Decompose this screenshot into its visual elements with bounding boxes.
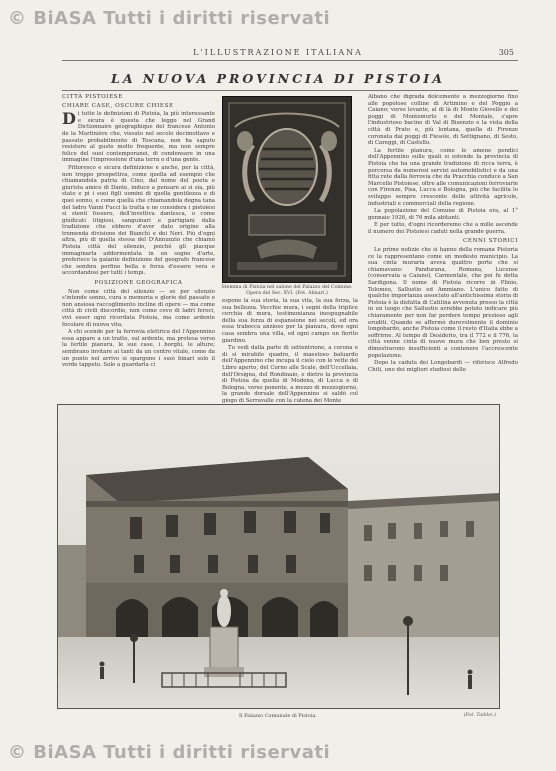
drop-cap: D	[62, 109, 76, 129]
paragraph: espone la sua storia, la sua vita, la sua forza, la sua bellezza. Vecchie mura, i segni della triplice cerchia di mura, testimonianza inespugnabile della sua forza di espansione nei secoli, ed ora essa trabocca anzioso per la pianura, dove ogni casa sembra una villa, ed ogni campo un fiorito giardino.	[222, 298, 358, 344]
paragraph: Tu vedi dalla parte di settentrione, a corona e di si mirabile quadro, il maestoso baluardo dell'Appennino che incupa il cielo con le vette del Libro aperto, del Corno alle Scale, dell'Uccellaia, dell'Orsigna, del Rondinaio, e dietro la provincia di Pistoia da quella di Modena, di Lucca e di Bologna, verso ponente, a mezzo di mezzogiorno, la grande dorsale dell'Appennino si saldò col giogo di Serravalle con la catena dei Monte	[222, 345, 358, 404]
section-subheading: CHIARE CASE, OSCURE CHIESE	[62, 102, 174, 109]
section-heading: CENNI STORICI	[463, 238, 518, 245]
paragraph: Le prime notizie che si hanno della romana Pistoria ce la rappresentano come un modesto municipio. La sua cinta muraria aveva quattro porte che si chiamavano: Pandurana, Romana, Lucense (conservata a Caiano), Carmentale, che poi fu detta Sardigona. Il nome di Pistoia ricorre in Plinio, Tolomeo, Sallustio ed Ammiano. L'unico fatto di qualche importanza associato all'antichissima storia di Pistoia è la disfatta di Catilina avvenuta presso la città in un luogo che Sallustio avrebbe potuto indicare più chiaramente per non far perdere tempo prezioso agli eruditi. Quando se affermò durevolmente il dominio longobardo, anche Pistoia come il resto d'Italia ebbe a soffrirne. Al tempo di Desiderio, tra il 772 e il 776, la città venne cinta di nuove mura che ben presto si dimostrarono insufficienti a contenere l'accrescente popolazione.	[368, 247, 518, 359]
paragraph: A chi scende per la ferrovia elettrica del l'Appennino essa appare a un tratto, sul ardente, ma protesa verso la fertile pianura, le sue case, i borghi, le alture; sembrano invitare ai tanti da un centro vitale, come da un punto nel arrivo si spargono i suoi binari solo il verde tappeto. Solo a guardarla ci	[62, 329, 215, 369]
palazzo-comunale-illustration	[58, 405, 499, 708]
section-heading: CITTÀ PISTOIESE	[62, 94, 123, 100]
paragraph: Pittoresco e sicura definizione e anche, per la città, non troppo prospettiva, come quella ad esempio che chiamandola patria di Cino, dal nome del poeta e giurista amico di Dante, induce a pensare ai si sia, più stato e pi i suoi figli uomini di quella gentilezza e di quei sonno, e come quella che chiamandola degna tana del ladro Vanni Fucci la tratta e ne considera i pistoiesi sì stenti fossero, dell'invettiva dantesca, o come giudicati litigiosi, sanguinari e partigiani dalla tradizione che ebbero d'aver dato origine alla tremenda divisione dei Bianchi e dei Neri. Più d'ogni altra, più di quella stessa del D'Annunzio che chiamò Pistoia città del silenzio, poiché gli piacque immaginarla addormentata in un sogno d'arte, preferisco la galante definizione del geografo francese che sembra perfino bella e forza d'essere vera e accordandosi per tutti i tempi.	[62, 164, 215, 277]
paragraph-text: i tutte le definizioni di Pistoia, la più interessante e sicura è questa che leggo nel Grand Dictionnaire géographique del francese Antonio de la Martinière che, vissuto nel secolo decimottavo e passato probabilmente di Toscana, non ha saputo resistere al gusto molto frequente, ma non sempre felice del suoi contemporanei, di condensare in una immagine l'impressione d'una terra o d'una gente.	[62, 111, 215, 164]
paragraph: E per tutto, d'ogni ricorderemo che a mille ascende il numero dei Pistoiesi caduti nella grande guerra.	[368, 222, 518, 235]
title-rule	[62, 90, 518, 91]
watermark-bottom: © BiASA Tutti i diritti riservati	[8, 742, 331, 763]
photo-credit: (Fot. Taddei.)	[463, 713, 496, 718]
coat-of-arms-photo	[222, 96, 352, 283]
page-number: 305	[498, 48, 514, 57]
coat-of-arms-caption: Stemma di Pistoia nel salone del Palazzo del Comune. Opera del Sec. XVI. (Fot. Alinari.)	[221, 285, 353, 296]
watermark-top: © BiASA Tutti i diritti riservati	[8, 8, 331, 29]
paragraph: La popolazione del Comune di Pistoia era, al 1° gennaio 1926, di 76 mila abitanti.	[368, 208, 518, 221]
column-1	[62, 94, 215, 370]
coat-of-arms-illustration	[223, 97, 351, 282]
column-3	[368, 94, 518, 374]
paragraph: La fertile pianura, come le amene pendici dell'Appennino sulle quali si estende la provincia di Pistoia che ha una grande tradizione di ricca terra, è percorsa da numerosi servizi automobilistici e da una fitta rete dalla ferrovia che da Pracchia conduce a San Marcello Pistoiese, oltre alle comunicazioni ferroviarie con Firenze, Pisa, Lucca e Bologna, più che facilita lo sviluppo sempre crescente delle attività agricole, industriali e commerciali della regione.	[368, 147, 518, 207]
running-head: L'ILLUSTRAZIONE ITALIANA	[193, 48, 363, 57]
paragraph: Dopo la caduta dei Longobardi — riferisce Alfredo Chiti, uno dei migliori studiosi delle	[368, 360, 518, 373]
photo-caption: Il Palazzo Comunale di Pistoia.	[239, 713, 317, 719]
article-title: LA NUOVA PROVINCIA DI PISTOIA	[111, 71, 445, 86]
paragraph: Non come città del silenzio — se per silenzio s'intende sonno, cura e memoria e glorie del passato e non ansiosa raccoglimento incline di opere — ma come città di civili discordie, non come covo di ladri feroci, vivi esser ogni ricordata Pistoia, ma come ardente focolare di nuova vita.	[62, 288, 215, 328]
palazzo-comunale-photo	[57, 404, 500, 709]
paragraph: Albano che digrada dolcemente a mezzogiorno fino alle popolose colline di Artimino e del Poggio a Caiano; verso levante, al di là di Monte Giovello e dei poggi di Montemurlo e del Montale, s'apre l'industrioso bacino di Val di Bisenzio e la vista della città di Prato e, più lontana, quella di Firenze coronata dai poggi di Fiesole, di Settignano, di Sesto, di Careggi, di Castello.	[368, 94, 518, 147]
paragraph	[62, 111, 215, 164]
header-rule	[62, 60, 518, 61]
section-heading: POSIZIONE GEOGRAFICA	[94, 280, 183, 287]
column-2	[222, 298, 358, 406]
